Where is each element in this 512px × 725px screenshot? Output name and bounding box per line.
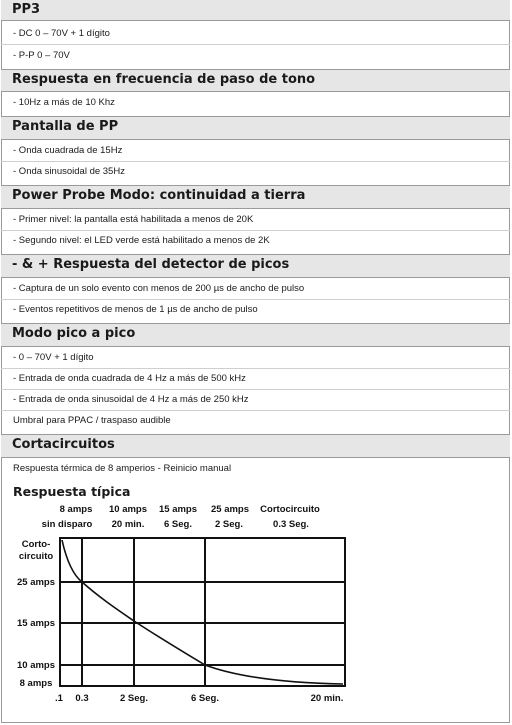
top-label: 25 amps [210,504,250,515]
x-label: 20 min. [310,693,344,704]
chart-title: Respuesta típica [13,484,131,499]
y-label: 8 amps [19,678,53,689]
top-label: 6 Seg. [164,519,192,530]
top-label: 15 amps [158,504,198,515]
y-label: 10 amps [16,660,56,671]
top-label: 2 Seg. [215,519,243,530]
spec-item: - Primer nivel: la pantalla está habilitada a menos de 20K [1,210,510,231]
spec-item: - Segundo nivel: el LED verde está habilitado a menos de 2K [13,235,270,246]
section-header-circuit-breaker: Cortacircuitos [1,434,510,458]
spec-item: - 0 – 70V + 1 dígito [1,348,510,369]
y-label: circuito [18,551,54,562]
response-curve [62,540,343,684]
top-label: 0.3 Seg. [273,519,309,530]
spec-item: Umbral para PPAC / traspaso audible [13,415,171,426]
spec-item: - 10Hz a más de 10 Khz [13,97,115,108]
x-label: .1 [55,693,63,704]
section-header-pp-display: Pantalla de PP [1,116,510,140]
section-header-peak-to-peak: Modo pico a pico [1,323,510,347]
spec-item: - Entrada de onda sinusoidal de 4 Hz a más de 250 kHz [1,390,510,411]
spec-item: Respuesta térmica de 8 amperios - Reinicio manual [13,463,232,474]
y-label: 15 amps [16,618,56,629]
section-header-continuity-mode: Power Probe Modo: continuidad a tierra [1,185,510,209]
response-chart [0,498,512,710]
spec-item: - Onda cuadrada de 15Hz [1,141,510,162]
spec-item: - DC 0 – 70V + 1 dígito [1,24,510,45]
section-header-peak-detector: - & + Respuesta del detector de picos [1,254,510,278]
section-header-pp3: PP3 [1,0,510,21]
top-label: Cortocircuito [260,504,320,515]
y-label: 25 amps [16,577,56,588]
spec-item: - Eventos repetitivos de menos de 1 µs de ancho de pulso [13,304,258,315]
spec-item: - Onda sinusoidal de 35Hz [13,166,125,177]
spec-item: - Captura de un solo evento con menos de 200 µs de ancho de pulso [1,279,510,300]
spec-item: - Entrada de onda cuadrada de 4 Hz a más de 500 kHz [1,369,510,390]
section-header-frequency-response: Respuesta en frecuencia de paso de tono [1,69,510,92]
top-label: 10 amps [108,504,148,515]
y-label: Corto- [21,539,51,550]
x-label: 0.3 [75,693,89,704]
top-label: 8 amps [59,504,93,515]
spec-item: - P-P 0 – 70V [13,50,70,61]
x-label: 2 Seg. [120,693,148,704]
top-label: 20 min. [111,519,145,530]
top-label: sin disparo [41,519,93,530]
x-label: 6 Seg. [191,693,219,704]
